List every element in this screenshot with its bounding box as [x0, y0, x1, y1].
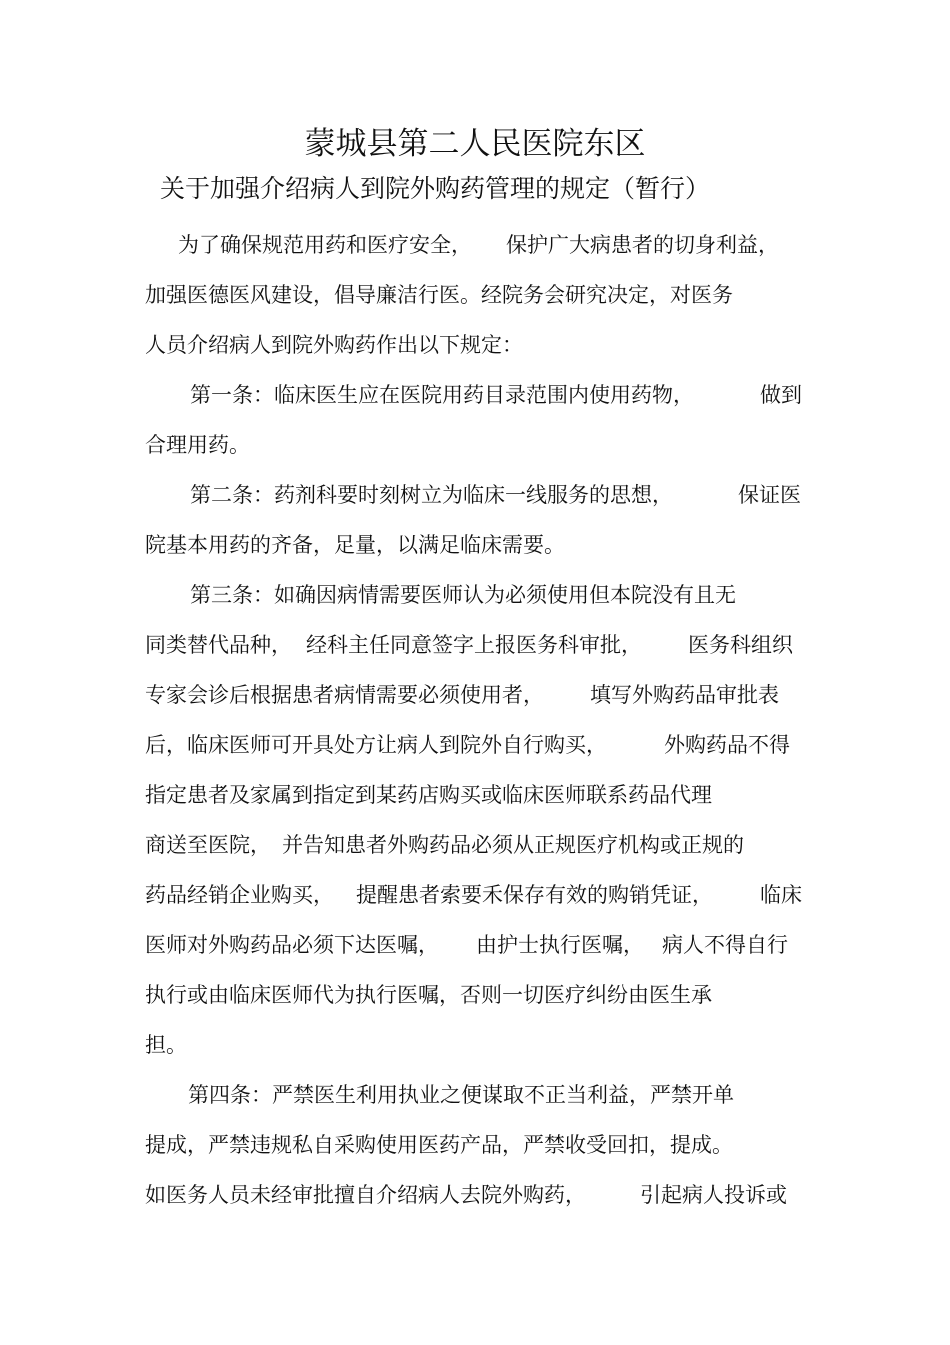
line-segment: 如医务人员未经审批擅自介绍病人去院外购药， — [145, 1183, 586, 1207]
line-segment: 第三条：如确因病情需要医师认为必须使用但本院没有且无 — [190, 583, 736, 607]
line-segment: 临床 — [760, 883, 802, 907]
line-segment: 经科主任同意签字上报医务科审批， — [306, 633, 642, 657]
line-segment: 专家会诊后根据患者病情需要必须使用者， — [145, 683, 544, 707]
document-subtitle: 关于加强介绍病人到院外购药管理的规定（暂行） — [160, 174, 711, 203]
line-segment: 为了确保规范用药和医疗安全， — [178, 233, 472, 257]
line-segment: 药品经销企业购买， — [145, 883, 334, 907]
line-segment: 提成，严禁违规私自采购使用医药产品，严禁收受回扣，提成。 — [145, 1133, 733, 1157]
document-title: 蒙城县第二人民医院东区 — [304, 126, 646, 162]
line-segment: 第一条：临床医生应在医院用药目录范围内使用药物， — [190, 383, 694, 407]
line-segment: 合理用药。 — [145, 433, 250, 457]
line-segment: 并告知患者外购药品必须从正规医疗机构或正规的 — [282, 833, 744, 857]
line-segment: 填写外购药品审批表 — [590, 683, 779, 707]
line-segment: 引起病人投诉或 — [640, 1183, 787, 1207]
line-segment: 加强医德医风建设，倡导廉洁行医。经院务会研究决定，对医务 — [145, 283, 733, 307]
line-segment: 院基本用药的齐备，足量，以满足临床需要。 — [145, 533, 565, 557]
line-segment: 保护广大病患者的切身利益， — [506, 233, 779, 257]
line-segment: 做到 — [760, 383, 802, 407]
line-segment: 担。 — [145, 1033, 187, 1057]
line-segment: 病人不得自行 — [662, 933, 788, 957]
line-segment: 第二条：药剂科要时刻树立为临床一线服务的思想， — [190, 483, 673, 507]
line-segment: 提醒患者索要禾保存有效的购销凭证， — [356, 883, 713, 907]
line-segment: 外购药品不得 — [664, 733, 790, 757]
line-segment: 第四条：严禁医生利用执业之便谋取不正当利益，严禁开单 — [188, 1083, 734, 1107]
line-segment: 指定患者及家属到指定到某药店购买或临床医师联系药品代理 — [145, 783, 712, 807]
line-segment: 同类替代品种， — [145, 633, 292, 657]
line-segment: 人员介绍病人到院外购药作出以下规定： — [145, 333, 523, 357]
line-segment: 由护士执行医嘱， — [476, 933, 644, 957]
line-segment: 执行或由临床医师代为执行医嘱，否则一切医疗纠纷由医生承 — [145, 983, 712, 1007]
line-segment: 商送至医院， — [145, 833, 271, 857]
line-segment: 医务科组织 — [688, 633, 793, 657]
line-segment: 后，临床医师可开具处方让病人到院外自行购买， — [145, 733, 607, 757]
line-segment: 保证医 — [738, 483, 801, 507]
line-segment: 医师对外购药品必须下达医嘱， — [145, 933, 439, 957]
